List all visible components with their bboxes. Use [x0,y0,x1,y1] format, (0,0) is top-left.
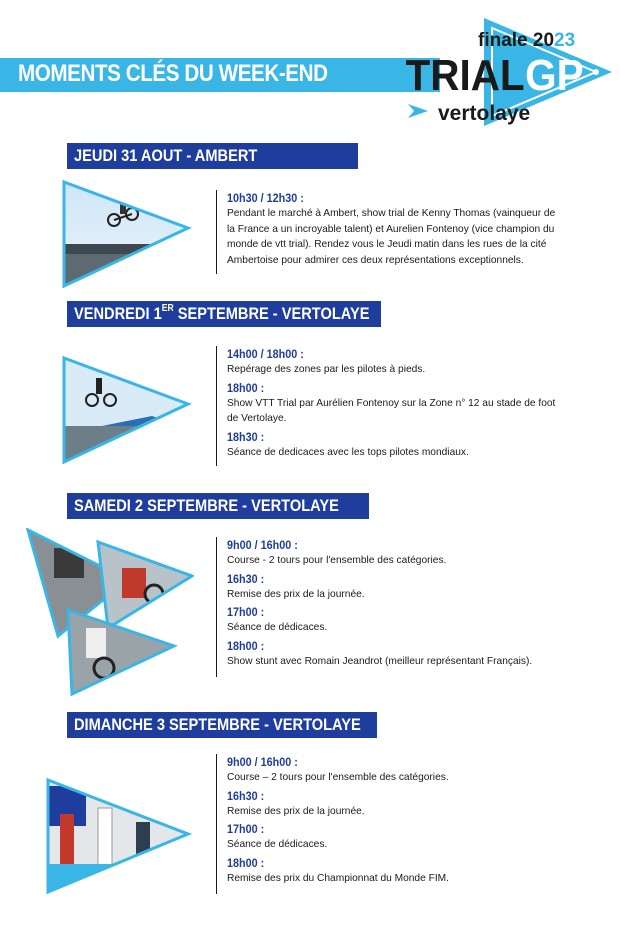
entry-text: Pendant le marché à Ambert, show trial de Kenny Thomas (vainqueur de la France a un incroyable talent) et Aurelien Fontenoy (vice champion du monde de vtt trial). Rendez vous le Jeudi matin dans les rues de la cité Ambertoise pour admirer ces deux représentations exceptionnels. [227,208,556,266]
entry-text: Course – 2 tours pour l'ensemble des catégories. [227,772,449,783]
entry-text: Remise des prix de la journée. [227,805,365,817]
schedule-saturday [216,537,557,677]
svg-text:TRIAL: TRIAL [405,50,525,100]
entry-time: 16h30 : [227,788,265,803]
entry-text: Repérage des zones par les pilotes à pieds. [227,364,426,375]
entry-time: 9h00 / 16h00 : [227,538,298,552]
entry-text: Course - 2 tours pour l'ensemble des catégories. [227,555,447,566]
entry-time: 18h00 : [227,855,265,870]
entry-time: 18h00 : [227,380,265,395]
entry-text: Remise des prix de la journée. [227,588,365,600]
entry-time: 18h00 : [227,638,265,653]
day-header-thursday [67,143,358,169]
schedule-thursday [216,190,557,274]
day-header-sunday [67,712,377,738]
day-title: JEUDI 31 AOUT - AMBERT [74,146,258,165]
day-header-friday [67,301,381,327]
entry-text: Show stunt avec Romain Jeandrot (meilleur représentant Français). [227,655,533,667]
day-header-saturday [67,493,369,519]
entry-time: 18h30 : [227,429,265,444]
schedule-friday [216,346,557,466]
entry-text: Séance de dédicaces. [227,839,328,850]
entry-time: 9h00 / 16h00 : [227,755,298,769]
entry-text: Séance de dedicaces avec les tops pilotes mondiaux. [227,446,469,458]
entry-time: 16h30 : [227,571,265,586]
day-title: SAMEDI 2 SEPTEMBRE - VERTOLAYE [74,496,339,515]
photo-thursday-bike-jump [62,180,192,290]
svg-text:finale 2023: finale 2023 [478,30,576,51]
svg-text:vertolaye: vertolaye [438,102,531,125]
schedule-sunday [216,754,557,894]
page-title: MOMENTS CLÉS DU WEEK-END [18,60,328,87]
trial-gp-logo [400,14,616,132]
photo-sunday-podium [46,778,192,896]
entry-time: 10h30 / 12h30 : [227,191,304,205]
day-title: VENDREDI 1ER SEPTEMBRE - VERTOLAYE [74,303,370,323]
photo-friday-vtt-trial [62,356,192,466]
photo-saturday-trial-riders [24,528,194,698]
entry-text: Show VTT Trial par Aurélien Fontenoy sur la Zone n° 12 au stade de foot de Vertolaye. [227,397,556,424]
day-title: DIMANCHE 3 SEPTEMBRE - VERTOLAYE [74,715,361,734]
entry-time: 17h00 : [227,605,265,619]
entry-text: Remise des prix du Championnat du Monde FIM. [227,872,449,884]
entry-time: 14h00 / 18h00 : [227,347,304,361]
entry-text: Séance de dédicaces. [227,622,328,633]
entry-time: 17h00 : [227,822,265,836]
svg-text:GP: GP [525,50,584,100]
